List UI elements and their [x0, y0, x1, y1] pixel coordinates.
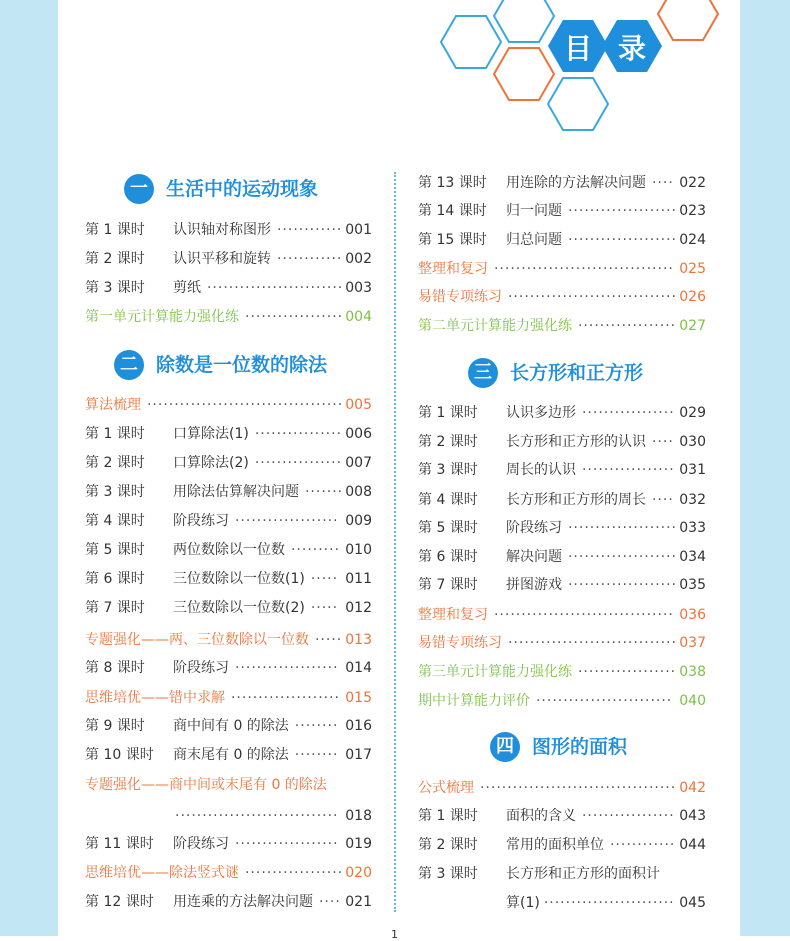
- page-ref: 011: [345, 571, 372, 587]
- dot-leader: ···················: [234, 513, 339, 529]
- lesson-number: 第 4 课时: [418, 492, 478, 508]
- dot-leader: ············: [609, 837, 676, 853]
- toc-entry[interactable]: [418, 404, 706, 422]
- entry-title: 认识多边形: [506, 405, 576, 421]
- page-ref: 022: [679, 175, 706, 191]
- dot-leader: ·······························: [507, 635, 677, 651]
- lesson-number: 第 1 课时: [418, 808, 478, 824]
- page-ref: 037: [679, 635, 706, 651]
- toc-entry[interactable]: [85, 864, 372, 882]
- lesson-number: 第 13 课时: [418, 175, 487, 191]
- toc-entry[interactable]: [418, 779, 706, 797]
- toc-entry[interactable]: [418, 576, 706, 594]
- toc-entry[interactable]: [418, 548, 706, 566]
- toc-entry[interactable]: [85, 893, 372, 911]
- toc-entry[interactable]: [418, 317, 706, 335]
- entry-title: 阶段练习: [506, 520, 562, 536]
- entry-title: 三位数除以一位数(1): [173, 571, 305, 587]
- unit-badge: 三: [468, 358, 498, 388]
- toc-entry[interactable]: [85, 717, 372, 735]
- page-ref: 045: [679, 895, 706, 911]
- page-number: 1: [391, 928, 398, 941]
- toc-entry[interactable]: [418, 231, 706, 249]
- entry-title: 口算除法(2): [173, 455, 249, 471]
- dot-leader: ·····: [310, 600, 339, 616]
- page-ref: 017: [345, 747, 372, 763]
- entry-title: 阶段练习: [173, 513, 229, 529]
- lesson-number: 第 5 课时: [85, 542, 145, 558]
- entry-title: 商中间有 0 的除法: [173, 718, 289, 734]
- page-ref: 002: [345, 251, 372, 267]
- hexagon-decoration: [430, 0, 730, 140]
- toc-entry[interactable]: [418, 692, 706, 710]
- hexagon-icon: [658, 0, 718, 40]
- entry-title: 用连除的方法解决问题: [506, 175, 646, 191]
- page-ref: 006: [345, 426, 372, 442]
- column-divider: [394, 172, 396, 912]
- entry-title: 解决问题: [506, 549, 562, 565]
- toc-entry[interactable]: [418, 519, 706, 537]
- dot-leader: ·················: [581, 808, 675, 824]
- unit-badge: 一: [124, 174, 154, 204]
- lesson-number: 第 3 课时: [418, 462, 478, 478]
- page-ref: 013: [345, 632, 372, 648]
- dot-leader: ····································: [146, 397, 344, 413]
- toc-entry-continuation[interactable]: [85, 807, 372, 825]
- dot-leader: ·····: [314, 632, 343, 648]
- toc-entry[interactable]: [85, 835, 372, 853]
- page-ref: 016: [345, 718, 372, 734]
- page-ref: 009: [345, 513, 372, 529]
- entry-title: 第三单元计算能力强化练: [418, 664, 572, 680]
- toc-entry[interactable]: [418, 663, 706, 681]
- dot-leader: ····: [651, 434, 674, 450]
- entry-title: 口算除法(1): [173, 426, 249, 442]
- unit-title: 长方形和正方形: [510, 362, 644, 384]
- page-ref: 020: [345, 865, 372, 881]
- lesson-number: 第 3 课时: [418, 866, 478, 882]
- entry-title: 思维培优——除法竖式谜: [85, 865, 239, 881]
- page-ref: 032: [679, 492, 706, 508]
- entry-title: 整理和复习: [418, 607, 488, 623]
- toc-entry[interactable]: [85, 483, 372, 501]
- dot-leader: ······························: [175, 808, 339, 824]
- page-ref: 040: [679, 693, 706, 709]
- page-ref: 031: [679, 462, 706, 478]
- dot-leader: ····: [651, 175, 674, 191]
- entry-title: 整理和复习: [418, 261, 488, 277]
- page-ref: 005: [345, 397, 372, 413]
- page-ref: 001: [345, 222, 372, 238]
- toc-entry[interactable]: [418, 865, 706, 883]
- dot-leader: ····································: [479, 780, 677, 796]
- toc-entry[interactable]: [418, 491, 706, 509]
- entry-title: 认识平移和旋转: [173, 251, 271, 267]
- right-page-band: [740, 0, 790, 936]
- page-ref: 042: [679, 780, 706, 796]
- dot-leader: ····················: [567, 203, 677, 219]
- toc-entry[interactable]: [85, 454, 372, 472]
- dot-leader: ·······: [304, 484, 344, 500]
- left-page-band: [0, 0, 58, 936]
- dot-leader: ························: [543, 895, 675, 911]
- page-ref: 004: [345, 309, 372, 325]
- dot-leader: ············: [276, 251, 343, 267]
- page-ref: 034: [679, 549, 706, 565]
- page-ref: 036: [679, 607, 706, 623]
- unit-title: 生活中的运动现象: [166, 178, 319, 200]
- entry-title: 阶段练习: [173, 660, 229, 676]
- dot-leader: ·································: [493, 607, 674, 623]
- lesson-number: 第 12 课时: [85, 894, 154, 910]
- toc-entry[interactable]: [418, 461, 706, 479]
- dot-leader: ··················: [244, 309, 344, 325]
- entry-title: 面积的含义: [506, 808, 576, 824]
- toc-entry[interactable]: [85, 570, 372, 588]
- page-ref: 043: [679, 808, 706, 824]
- lesson-number: 第 1 课时: [85, 222, 145, 238]
- lesson-number: 第 4 课时: [85, 513, 145, 529]
- entry-title: 三位数除以一位数(2): [173, 600, 305, 616]
- page-ref: 007: [345, 455, 372, 471]
- page-ref: 035: [679, 577, 706, 593]
- unit-title: 除数是一位数的除法: [156, 354, 328, 376]
- toc-entry[interactable]: [418, 433, 706, 451]
- entry-title: 常用的面积单位: [506, 837, 604, 853]
- entry-title: 第二单元计算能力强化练: [418, 318, 572, 334]
- page-ref: 021: [345, 894, 372, 910]
- dot-leader: ····: [318, 894, 341, 910]
- lesson-number: 第 11 课时: [85, 836, 154, 852]
- dot-leader: ··················: [577, 318, 677, 334]
- lesson-number: 第 1 课时: [418, 405, 478, 421]
- toc-entry[interactable]: [85, 308, 372, 326]
- entry-title: 用连乘的方法解决问题: [173, 894, 313, 910]
- toc-entry[interactable]: [85, 425, 372, 443]
- toc-entry[interactable]: [418, 606, 706, 624]
- dot-leader: ·································: [493, 261, 674, 277]
- page-ref: 029: [679, 405, 706, 421]
- unit-badge: 四: [490, 732, 520, 762]
- toc-entry[interactable]: [85, 250, 372, 268]
- entry-title: 算(1): [506, 895, 540, 911]
- hexagon-icon: [548, 78, 608, 130]
- toc-entry[interactable]: [418, 836, 706, 854]
- toc-entry[interactable]: [85, 659, 372, 677]
- entry-title: 认识轴对称图形: [173, 222, 271, 238]
- hexagon-icon: [441, 16, 501, 68]
- toc-entry[interactable]: [85, 776, 372, 794]
- entry-title: 公式梳理: [418, 780, 474, 796]
- toc-entry[interactable]: [85, 631, 372, 649]
- entry-title: 拼图游戏: [506, 577, 562, 593]
- entry-title: 期中计算能力评价: [418, 693, 530, 709]
- unit-title: 图形的面积: [532, 736, 628, 758]
- toc-entry[interactable]: [418, 174, 706, 192]
- dot-leader: ············: [276, 222, 343, 238]
- unit-badge: 二: [114, 350, 144, 380]
- page-ref: 010: [345, 542, 372, 558]
- page-ref: 012: [345, 600, 372, 616]
- entry-title: 用除法估算解决问题: [173, 484, 299, 500]
- entry-title: 易错专项练习: [418, 289, 502, 305]
- dot-leader: ····················: [230, 690, 340, 706]
- lesson-number: 第 1 课时: [85, 426, 145, 442]
- toc-entry[interactable]: [85, 599, 372, 617]
- page-ref: 019: [345, 836, 372, 852]
- toc-entry[interactable]: [418, 807, 706, 825]
- dot-leader: ··················: [577, 664, 677, 680]
- page-ref: 026: [679, 289, 706, 305]
- lesson-number: 第 3 课时: [85, 280, 145, 296]
- toc-entry[interactable]: [85, 512, 372, 530]
- lesson-number: 第 6 课时: [418, 549, 478, 565]
- lesson-number: 第 7 课时: [418, 577, 478, 593]
- dot-leader: ·····: [310, 571, 339, 587]
- toc-entry[interactable]: [85, 746, 372, 764]
- page-ref: 003: [345, 280, 372, 296]
- page-ref: 015: [345, 690, 372, 706]
- dot-leader: ···················: [234, 836, 339, 852]
- dot-leader: ····················: [567, 520, 677, 536]
- dot-leader: ·················: [581, 405, 675, 421]
- page-ref: 030: [679, 434, 706, 450]
- entry-title: 剪纸: [173, 280, 201, 296]
- dot-leader: ·························: [535, 693, 673, 709]
- dot-leader: ········: [294, 747, 339, 763]
- page-ref: 023: [679, 203, 706, 219]
- lesson-number: 第 2 课时: [418, 434, 478, 450]
- lesson-number: 第 6 课时: [85, 571, 145, 587]
- page-ref: 024: [679, 232, 706, 248]
- entry-title: 周长的认识: [506, 462, 576, 478]
- page-ref: 038: [679, 664, 706, 680]
- lesson-number: 第 8 课时: [85, 660, 145, 676]
- entry-title: 阶段练习: [173, 836, 229, 852]
- hexagon-icon: [494, 0, 554, 42]
- toc-title-char: 目: [563, 32, 592, 65]
- page-ref: 033: [679, 520, 706, 536]
- entry-title: 算法梳理: [85, 397, 141, 413]
- dot-leader: ·························: [206, 280, 344, 296]
- lesson-number: 第 2 课时: [418, 837, 478, 853]
- dot-leader: ····················: [567, 549, 677, 565]
- toc-entry[interactable]: [85, 689, 372, 707]
- lesson-number: 第 9 课时: [85, 718, 145, 734]
- toc-entry[interactable]: [418, 260, 706, 278]
- dot-leader: ·······························: [507, 289, 677, 305]
- lesson-number: 第 5 课时: [418, 520, 478, 536]
- dot-leader: ················: [254, 426, 343, 442]
- page-ref: 027: [679, 318, 706, 334]
- hexagon-icon: [494, 48, 554, 100]
- lesson-number: 第 2 课时: [85, 455, 145, 471]
- entry-title: 专题强化——两、三位数除以一位数: [85, 632, 309, 648]
- entry-title: 归总问题: [506, 232, 562, 248]
- page-ref: 025: [679, 261, 706, 277]
- dot-leader: ········: [294, 718, 339, 734]
- entry-title: 思维培优——错中求解: [85, 690, 225, 706]
- dot-leader: ····: [651, 492, 674, 508]
- dot-leader: ·········: [290, 542, 341, 558]
- toc-entry-continuation[interactable]: [418, 894, 706, 912]
- page-ref: 018: [345, 808, 372, 824]
- entry-title: 专题强化——商中间或末尾有 0 的除法: [85, 777, 327, 793]
- dot-leader: ···················: [234, 660, 339, 676]
- toc-title-char: 录: [617, 32, 646, 65]
- toc-entry[interactable]: [85, 396, 372, 414]
- entry-title: 归一问题: [506, 203, 562, 219]
- entry-title: 长方形和正方形的面积计: [506, 866, 660, 882]
- toc-entry[interactable]: [418, 288, 706, 306]
- toc-entry[interactable]: [85, 279, 372, 297]
- dot-leader: ················: [254, 455, 343, 471]
- page-ref: 044: [679, 837, 706, 853]
- entry-title: 商末尾有 0 的除法: [173, 747, 289, 763]
- lesson-number: 第 15 课时: [418, 232, 487, 248]
- lesson-number: 第 7 课时: [85, 600, 145, 616]
- page-ref: 008: [345, 484, 372, 500]
- entry-title: 两位数除以一位数: [173, 542, 285, 558]
- toc-entry[interactable]: [418, 202, 706, 220]
- lesson-number: 第 10 课时: [85, 747, 154, 763]
- entry-title: 易错专项练习: [418, 635, 502, 651]
- toc-entry[interactable]: [85, 541, 372, 559]
- dot-leader: ·················: [581, 462, 675, 478]
- dot-leader: ····················: [567, 232, 677, 248]
- toc-entry[interactable]: [85, 221, 372, 239]
- entry-title: 长方形和正方形的认识: [506, 434, 646, 450]
- lesson-number: 第 14 课时: [418, 203, 487, 219]
- lesson-number: 第 2 课时: [85, 251, 145, 267]
- entry-title: 长方形和正方形的周长: [506, 492, 646, 508]
- dot-leader: ··················: [244, 865, 344, 881]
- dot-leader: ····················: [567, 577, 677, 593]
- lesson-number: 第 3 课时: [85, 484, 145, 500]
- entry-title: 第一单元计算能力强化练: [85, 309, 239, 325]
- page-ref: 014: [345, 660, 372, 676]
- toc-entry[interactable]: [418, 634, 706, 652]
